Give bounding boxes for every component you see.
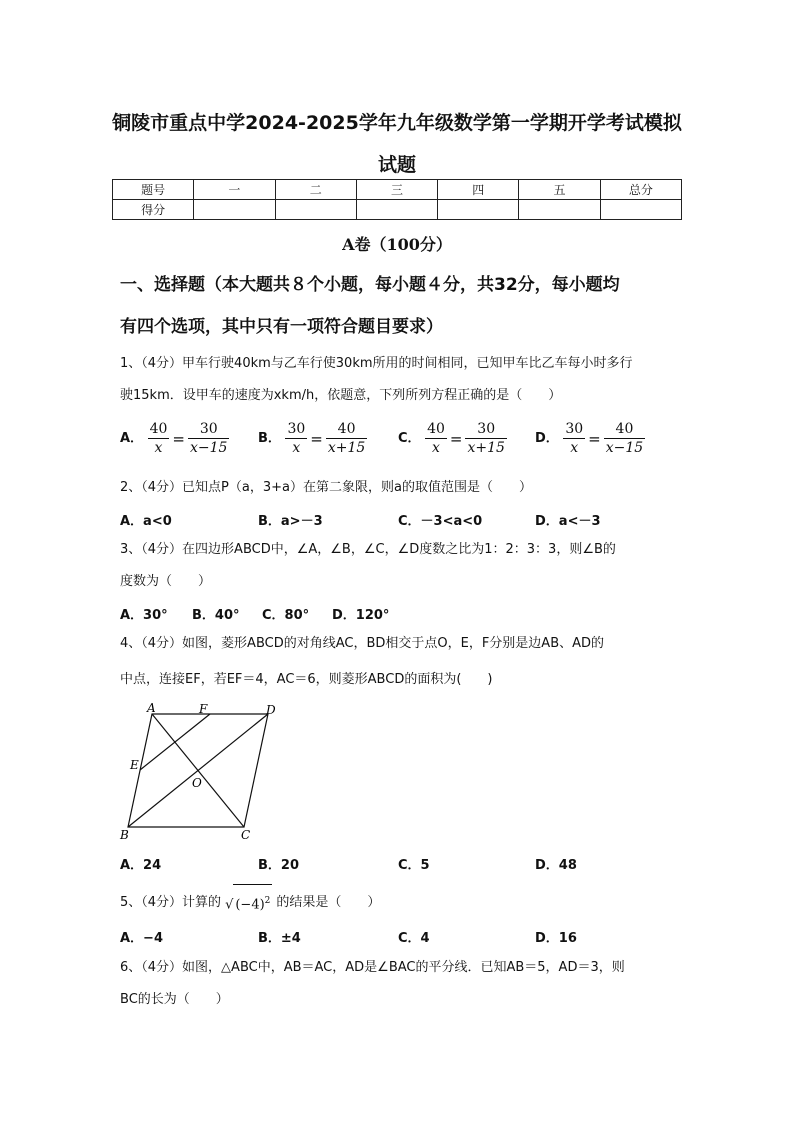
label-f: F bbox=[199, 702, 208, 716]
score-cell: 一 bbox=[194, 180, 275, 200]
numerator: 30 bbox=[287, 421, 306, 437]
option-d: D．48 bbox=[535, 858, 577, 873]
question-text: 在四边形ABCD中，∠A，∠B，∠C，∠D度数之比为1：2：3：3，则∠B的 bbox=[182, 542, 616, 557]
score-blank-cell bbox=[356, 200, 437, 220]
fraction bbox=[148, 420, 170, 457]
denominator: x bbox=[570, 440, 579, 456]
score-cell: 五 bbox=[519, 180, 600, 200]
question-2 bbox=[120, 472, 680, 504]
score-blank-cell bbox=[275, 200, 356, 220]
label-c: C bbox=[241, 828, 251, 842]
score-cell: 二 bbox=[275, 180, 356, 200]
score-row-label: 得分 bbox=[113, 200, 194, 220]
score-blank-cell bbox=[438, 200, 519, 220]
exam-title-line1: 铜陵市重点中学2024-2025学年九年级数学第一学期开学考试模拟 bbox=[112, 112, 682, 134]
score-blank-cell bbox=[194, 200, 275, 220]
score-table bbox=[112, 179, 682, 220]
fraction bbox=[465, 420, 506, 457]
numerator: 30 bbox=[565, 421, 584, 437]
label-e: E bbox=[130, 758, 139, 772]
fraction bbox=[604, 420, 645, 457]
question-text: 驶15km．设甲车的速度为xkm/h，依题意，下列所列方程正确的是（ ） bbox=[120, 388, 562, 403]
question-4 bbox=[120, 628, 680, 696]
score-table-score-row bbox=[113, 200, 682, 220]
denominator: x+15 bbox=[327, 440, 366, 456]
question-text: BC的长为（ ） bbox=[120, 992, 229, 1007]
question-text: 中点，连接EF，若EF＝4，AC＝6，则菱形ABCD的面积为( ) bbox=[120, 672, 493, 687]
option-a: A．a<0 bbox=[120, 514, 172, 529]
numerator: 30 bbox=[465, 420, 506, 439]
score-blank-cell bbox=[519, 200, 600, 220]
rhombus-figure bbox=[118, 700, 288, 844]
fraction bbox=[563, 420, 585, 457]
option-d bbox=[535, 420, 645, 457]
question-lead: 1、（4分） bbox=[120, 356, 183, 371]
fraction bbox=[425, 420, 447, 457]
question-text: 度数为（ ） bbox=[120, 574, 212, 589]
section-heading-line1: 一、选择题（本大题共８个小题，每小题４分，共32分，每小题均 bbox=[120, 275, 620, 295]
option-label: B． bbox=[258, 431, 281, 446]
question-3 bbox=[120, 534, 680, 598]
question-text: 计算的 bbox=[182, 895, 222, 911]
exponent: 2 bbox=[264, 896, 271, 906]
exam-title-line2: 试题 bbox=[377, 154, 416, 176]
label-o: O bbox=[192, 776, 202, 790]
option-label: C． bbox=[398, 431, 421, 446]
denominator: x−15 bbox=[605, 440, 644, 456]
option-c: C．4 bbox=[398, 931, 430, 946]
question-1 bbox=[120, 348, 680, 412]
option-b bbox=[258, 420, 367, 457]
option-d: D．16 bbox=[535, 931, 577, 946]
numerator: 40 bbox=[604, 420, 645, 439]
denominator: x+15 bbox=[467, 440, 505, 456]
option-b: B．a>－3 bbox=[258, 514, 323, 529]
question-text: 已知点P（a，3+a）在第二象限，则a的取值范围是（ ） bbox=[182, 480, 532, 495]
question-lead: 2、（4分） bbox=[120, 480, 183, 495]
denominator: x bbox=[432, 440, 440, 456]
question-text: 如图，△ABC中，AB＝AC，AD是∠BAC的平分线．已知AB＝5，AD＝3，则 bbox=[182, 960, 625, 975]
option-b: B．20 bbox=[258, 858, 299, 873]
option-a: A．−4 bbox=[120, 931, 163, 946]
fraction bbox=[188, 420, 229, 457]
question-lead: 4、（4分） bbox=[120, 636, 183, 651]
label-d: D bbox=[266, 703, 276, 717]
option-c: C．5 bbox=[398, 858, 430, 873]
question-text: 的结果是（ ） bbox=[276, 895, 381, 911]
question-lead: 5、（4分） bbox=[120, 895, 183, 911]
option-d: D．120° bbox=[332, 608, 390, 623]
question-6 bbox=[120, 952, 680, 1016]
numerator: 40 bbox=[427, 421, 445, 437]
square-root-expression: √ $(-4)^2$ bbox=[225, 884, 272, 921]
score-blank-cell bbox=[600, 200, 681, 220]
equals-sign: = bbox=[172, 429, 185, 448]
section-heading-line2: 有四个选项，其中只有一项符合题目要求） bbox=[120, 317, 443, 337]
denominator: x bbox=[292, 440, 301, 456]
option-c bbox=[398, 420, 507, 457]
score-cell: 总分 bbox=[600, 180, 681, 200]
numerator: 40 bbox=[326, 420, 367, 439]
equals-sign: = bbox=[449, 429, 463, 448]
volume-heading: A卷（100分） bbox=[342, 235, 452, 254]
question-5 bbox=[120, 884, 680, 921]
score-cell: 四 bbox=[438, 180, 519, 200]
label-b: B bbox=[120, 828, 129, 842]
option-label: A． bbox=[120, 431, 144, 446]
numerator: 40 bbox=[149, 421, 168, 437]
question-text: 如图，菱形ABCD的对角线AC，BD相交于点O，E，F分别是边AB、AD的 bbox=[182, 636, 605, 651]
score-cell: 三 bbox=[356, 180, 437, 200]
option-a: A．24 bbox=[120, 858, 162, 873]
radicand-value: (−4) bbox=[235, 897, 265, 913]
option-label: D． bbox=[535, 431, 559, 446]
equals-sign: = bbox=[588, 429, 601, 448]
numerator: 30 bbox=[188, 420, 229, 439]
radicand bbox=[233, 884, 272, 921]
label-a: A bbox=[147, 701, 156, 715]
question-lead: 3、（4分） bbox=[120, 542, 183, 557]
option-a bbox=[120, 420, 229, 457]
denominator: x bbox=[154, 440, 163, 456]
option-b: B．40° bbox=[192, 608, 240, 623]
denominator: x−15 bbox=[190, 440, 228, 456]
option-c: C．－3<a<0 bbox=[398, 514, 483, 529]
score-table-header-row bbox=[113, 180, 682, 200]
question-lead: 6、（4分） bbox=[120, 960, 183, 975]
fraction bbox=[285, 420, 307, 457]
option-c: C．80° bbox=[262, 608, 310, 623]
score-cell: 题号 bbox=[113, 180, 194, 200]
section-heading bbox=[120, 264, 680, 348]
equals-sign: = bbox=[310, 429, 323, 448]
option-a: A．30° bbox=[120, 608, 168, 623]
fraction bbox=[326, 420, 367, 457]
question-text: 甲车行驶40km与乙车行使30km所用的时间相同，已知甲车比乙车每小时多行 bbox=[182, 356, 633, 371]
option-d: D．a<－3 bbox=[535, 514, 601, 529]
option-b: B．±4 bbox=[258, 931, 301, 946]
